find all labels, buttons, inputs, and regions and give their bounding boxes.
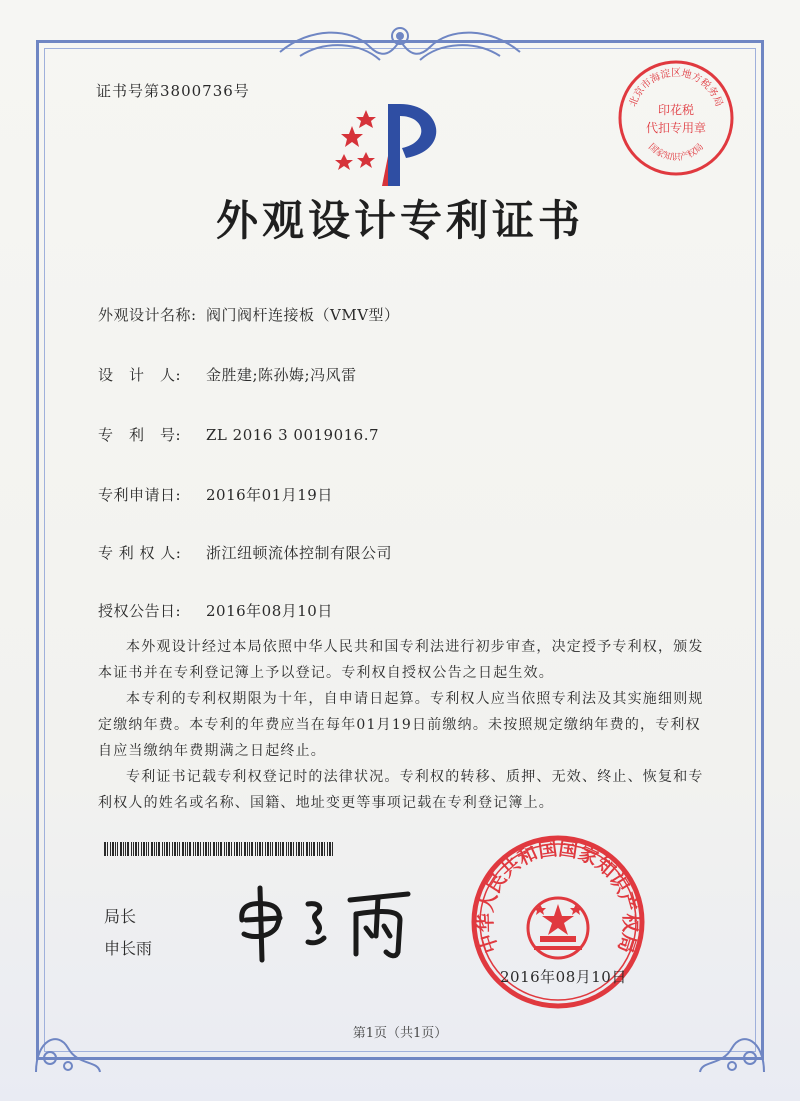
field-value: 浙江纽顿流体控制有限公司 <box>206 544 393 562</box>
field-label: 授权公告日: <box>98 602 182 620</box>
signatory-title: 局长 <box>104 907 137 926</box>
field-value: 阀门阀杆连接板（VMV型） <box>206 306 400 324</box>
seal-date: 2016年08月10日 <box>500 968 627 986</box>
field-label: 专 利 号: <box>98 426 182 444</box>
certificate-body <box>98 634 708 816</box>
field-value: 2016年08月10日 <box>206 602 333 620</box>
tax-stamp-ring-text: 北京市海淀区地方税务局 <box>627 68 725 109</box>
body-paragraph: 本外观设计经过本局依照中华人民共和国专利法进行初步审查，决定授予专利权，颁发本证书并在专利登记簿上予以登记。专利权自授权公告之日起生效。 <box>98 639 704 681</box>
patent-office-logo-icon <box>330 96 460 192</box>
signatory-name: 申长雨 <box>104 939 153 958</box>
tax-stamp-seal-icon <box>614 56 738 180</box>
body-paragraph: 专利证书记载专利权登记时的法律状况。专利权的转移、质押、无效、终止、恢复和专利权人的姓名或名称、国籍、地址变更等事项记载在专利登记簿上。 <box>98 769 704 811</box>
tax-stamp-bottom-text: 国家知识产权局 <box>646 142 706 163</box>
field-patent-number <box>98 424 379 445</box>
field-label: 专利申请日: <box>98 486 182 504</box>
svg-text:国家知识产权局 <box>646 141 706 163</box>
tax-stamp-line2: 代扣专用章 <box>645 121 707 135</box>
field-label: 设 计 人: <box>98 366 182 384</box>
top-ornament-icon <box>270 22 530 72</box>
field-design-name <box>98 304 400 325</box>
field-value: ZL 2016 3 0019016.7 <box>206 426 380 444</box>
field-label: 专 利 权 人: <box>98 544 182 562</box>
body-paragraph: 本专利的专利权期限为十年，自申请日起算。专利权人应当依照专利法及其实施细则规定缴纳年费。本专利的年费应当在每年01月19日前缴纳。未按照规定缴纳年费的，专利权自应当缴纳年费期满之日起终止。 <box>98 691 704 759</box>
field-value: 2016年01月19日 <box>206 486 333 504</box>
field-value: 金胜建;陈孙娒;冯风雷 <box>206 366 357 384</box>
page-footer: 第1页（共1页） <box>352 1026 448 1041</box>
field-designer <box>98 364 357 385</box>
field-application-date <box>98 484 333 505</box>
field-patentee <box>98 542 392 563</box>
handwritten-signature-icon <box>232 880 422 970</box>
barcode-icon <box>104 842 336 856</box>
tax-stamp-line1: 印花税 <box>657 103 695 117</box>
certificate-title: 外观设计专利证书 <box>215 196 584 245</box>
certificate-number: 证书号第3800736号 <box>96 82 250 100</box>
seal-ring-text: 中华人民共和国国家知识产权局 <box>474 837 642 956</box>
field-label: 外观设计名称: <box>98 306 197 324</box>
field-grant-date <box>98 600 333 621</box>
